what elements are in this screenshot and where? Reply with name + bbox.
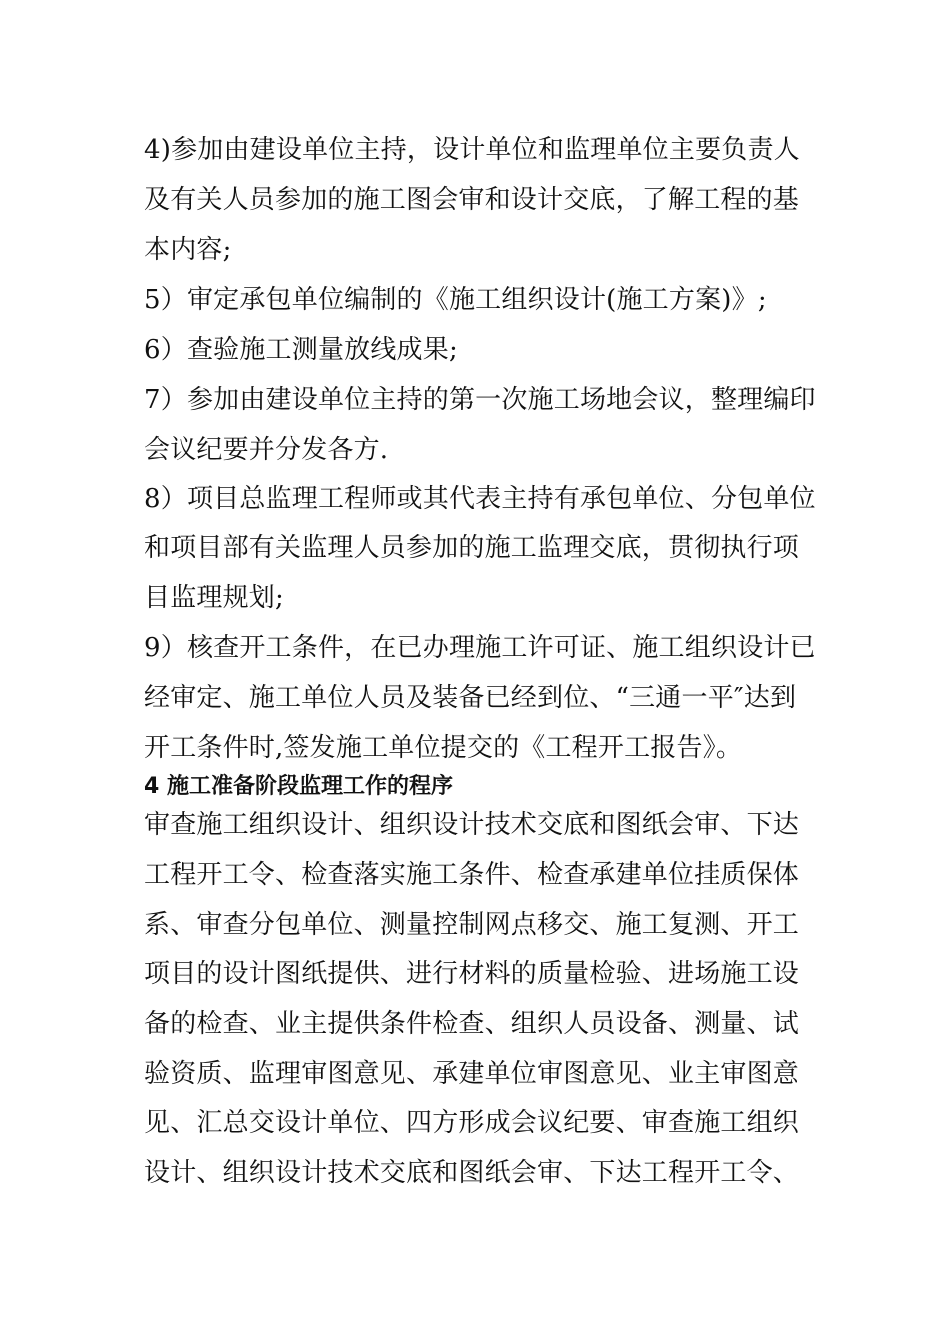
text-line: 9）核查开工条件，在已办理施工许可证、施工组织设计已 — [144, 633, 816, 663]
text-line: 和项目部有关监理人员参加的施工监理交底，贯彻执行项 — [144, 533, 800, 563]
text-line: 6）查验施工测量放线成果; — [144, 335, 458, 365]
text-line: 7）参加由建设单位主持的第一次施工场地会议，整理编印 — [144, 385, 816, 415]
text-line: 备的检查、业主提供条件检查、组织人员设备、测量、试 — [144, 1009, 800, 1039]
text-line: 4)参加由建设单位主持，设计单位和监理单位主要负责人 — [144, 135, 800, 165]
text-line: 经审定、施工单位人员及装备已经到位、“三通一平″达到 — [144, 683, 797, 713]
text-line: 项目的设计图纸提供、进行材料的质量检验、进场施工设 — [144, 959, 800, 989]
text-line: 开工条件时,签发施工单位提交的《工程开工报告》。 — [144, 733, 743, 763]
text-line: 系、审查分包单位、测量控制网点移交、施工复测、开工 — [144, 910, 800, 940]
text-line: 8）项目总监理工程师或其代表主持有承包单位、分包单位 — [144, 484, 816, 514]
text-line: 本内容; — [144, 235, 232, 265]
section-heading: 4 施工准备阶段监理工作的程序 — [144, 774, 453, 799]
text-line: 工程开工令、检查落实施工条件、检查承建单位挂质保体 — [144, 860, 800, 890]
text-line: 见、汇总交设计单位、四方形成会议纪要、审查施工组织 — [144, 1108, 800, 1138]
text-line: 及有关人员参加的施工图会审和设计交底，了解工程的基 — [144, 185, 800, 215]
text-line: 设计、组织设计技术交底和图纸会审、下达工程开工令、 — [144, 1158, 800, 1188]
text-line: 审查施工组织设计、组织设计技术交底和图纸会审、下达 — [144, 810, 800, 840]
text-line: 验资质、监理审图意见、承建单位审图意见、业主审图意 — [144, 1059, 800, 1089]
text-line: 5）审定承包单位编制的《施工组织设计(施工方案)》; — [144, 285, 767, 315]
text-line: 目监理规划; — [144, 583, 284, 613]
text-line: 会议纪要并分发各方. — [144, 435, 389, 465]
